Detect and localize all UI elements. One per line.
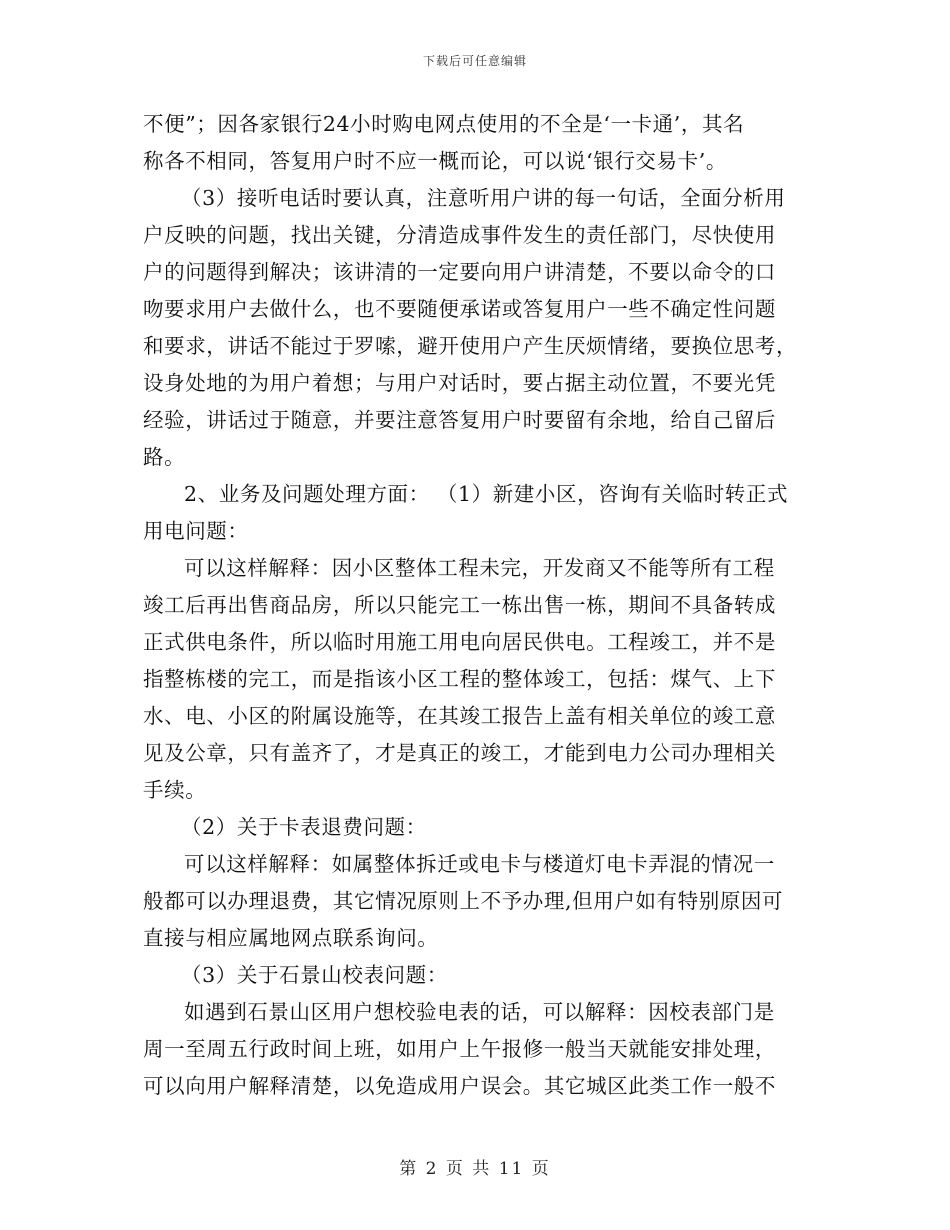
subsection-heading: （2）关于卡表退费问题： bbox=[181, 815, 427, 839]
text-line: 可以向用户解释清楚，以免造成用户误会。其它城区此类工作一般不 bbox=[143, 1074, 776, 1098]
text-line: （3）接听电话时要认真，注意听用户讲的每一句话，全面分析用 bbox=[181, 186, 786, 210]
text-line: 周一至周五行政时间上班，如用户上午报修一般当天就能安排处理， bbox=[143, 1037, 776, 1061]
document-body bbox=[143, 106, 808, 1105]
text-line: 竣工后再出售商品房，所以只能完工一栋出售一栋，期间不具备转成 bbox=[143, 593, 776, 617]
text-line: 直接与相应属地网点联系询问。 bbox=[143, 926, 439, 950]
text-line: 和要求，讲话不能过于罗嗦，避开使用户产生厌烦情绪，要换位思考， bbox=[143, 334, 798, 358]
page-header: 下载后可任意编辑 bbox=[422, 54, 527, 68]
text-line: 见及公章，只有盖齐了，才是真正的竣工，才能到电力公司办理相关 bbox=[143, 741, 776, 765]
text-line: 水、电、小区的附属设施等，在其竣工报告上盖有相关单位的竣工意 bbox=[143, 704, 776, 728]
text-line: 可以这样解释：因小区整体工程未完，开发商又不能等所有工程 bbox=[184, 556, 775, 580]
section-heading: 2、业务及问题处理方面： （1）新建小区，咨询有关临时转正式 bbox=[184, 482, 789, 506]
text-line: 设身处地的为用户着想；与用户对话时，要占据主动位置，不要光凭 bbox=[143, 371, 776, 395]
text-line: 可以这样解释：如属整体拆迁或电卡与楼道灯电卡弄混的情况一 bbox=[184, 852, 775, 876]
text-line: 如遇到石景山区用户想校验电表的话，可以解释：因校表部门是 bbox=[184, 1000, 775, 1024]
text-line: 手续。 bbox=[143, 778, 207, 802]
text-line: 称各不相同，答复用户时不应一概而论，可以说‘银行交易卡’。 bbox=[143, 149, 727, 173]
text-line: 路。 bbox=[143, 445, 186, 469]
text-line: 户的问题得到解决；该讲清的一定要向用户讲清楚，不要以命令的口 bbox=[143, 260, 776, 284]
text-line: 正式供电条件，所以临时用施工用电向居民供电。工程竣工，并不是 bbox=[143, 630, 776, 654]
text-line: 指整栋楼的完工，而是指该小区工程的整体竣工，包括：煤气、上下 bbox=[143, 667, 776, 691]
subsection-heading: （3）关于石景山校表问题： bbox=[181, 963, 448, 987]
text-line: 般都可以办理退费，其它情况原则上不予办理,但用户如有特别原因可 bbox=[143, 889, 784, 913]
text-line: 不便”；因各家银行24小时购电网点使用的不全是‘一卡通’，其名 bbox=[143, 112, 745, 136]
page-number-footer: 第 2 页 共 11 页 bbox=[399, 1159, 551, 1179]
text-line: 经验，讲话过于随意，并要注意答复用户时要留有余地，给自己留后 bbox=[143, 408, 776, 432]
text-line: 户反映的问题，找出关键，分清造成事件发生的责任部门，尽快使用 bbox=[143, 223, 776, 247]
text-line: 用电问题： bbox=[143, 519, 249, 543]
text-line: 吻要求用户去做什么，也不要随便承诺或答复用户一些不确定性问题 bbox=[143, 297, 776, 321]
